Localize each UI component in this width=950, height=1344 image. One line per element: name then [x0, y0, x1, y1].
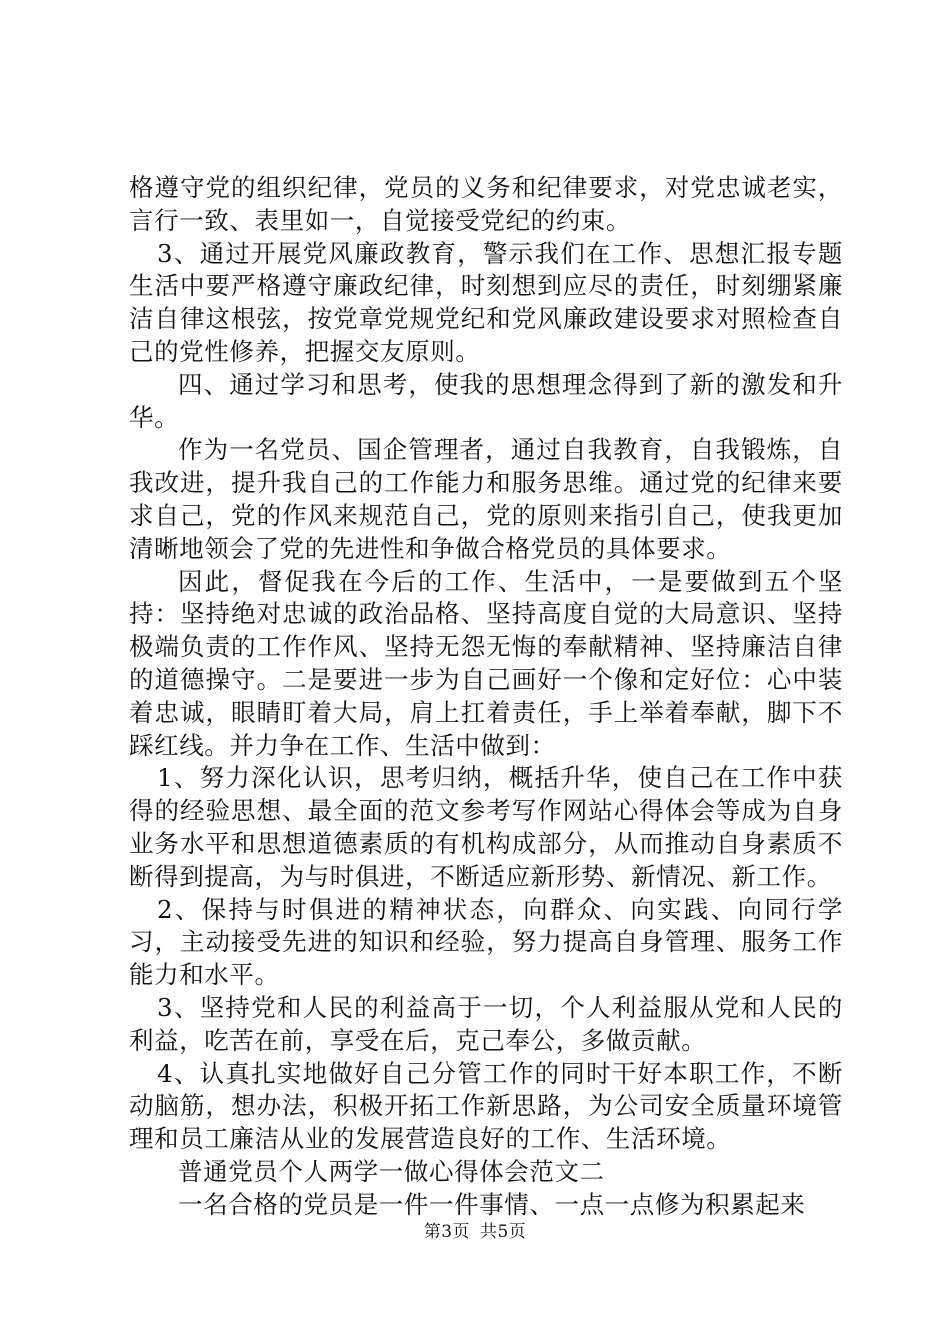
paragraph-continuation: 格遵守党的组织纪律，党员的义务和纪律要求，对党忠诚老实，言行一致、表里如一，自觉接受党纪的约束。	[129, 173, 843, 235]
page-number: 第3页	[423, 1222, 471, 1242]
paragraph-five-persistences: 因此，督促我在今后的工作、生活中，一是要做到五个坚持：坚持绝对忠诚的政治品格、坚持高度自觉的大局意识、坚持极端负责的工作作风、坚持无怨无悔的奉献精神、坚持廉洁自律的道德操守。二是要进一步为自己画好一个像和定好位：心中装着忠诚，眼睛盯着大局，肩上扛着责任，手上举着奉献，脚下不踩红线。并力争在工作、生活中做到：	[129, 566, 843, 760]
document-body	[129, 172, 843, 1222]
paragraph-item-4: 4、认真扎实地做好自己分管工作的同时干好本职工作，不断动脑筋，想办法，积极开拓工作新思路，为公司安全质量环境管理和员工廉洁从业的发展营造良好的工作、生活环境。	[129, 1058, 843, 1154]
paragraph-article-two-opening: 一名合格的党员是一件一件事情、一点一点修为积累起来	[178, 1189, 806, 1219]
article-two-title: 普通党员个人两学一做心得体会范文二	[178, 1156, 605, 1186]
page-total: 共5页	[479, 1222, 527, 1242]
paragraph-item-2: 2、保持与时俱进的精神状态，向群众、向实践、向同行学习，主动接受先进的知识和经验，努力提高自身管理、服务工作能力和水平。	[129, 894, 843, 990]
paragraph-item-3: 3、坚持党和人民的利益高于一切，个人利益服从党和人民的利益，吃苦在前，享受在后，克己奉公，多做贡献。	[129, 992, 843, 1055]
paragraph-item-1: 1、努力深化认识，思考归纳，概括升华，使自己在工作中获得的经验思想、最全面的范文参考写作网站心得体会等成为自身业务水平和思想道德素质的有机构成部分，从而推动自身素质不断得到提高，为与时俱进，不断适应新形势、新情况、新工作。	[129, 763, 843, 891]
paragraph-point-3-discipline: 3、通过开展党风廉政教育，警示我们在工作、思想汇报专题生活中要严格遵守廉政纪律，时刻想到应尽的责任，时刻绷紧廉洁自律这根弦，按党章党规党纪和党风廉政建设要求对照检查自己的党性修养，把握交友原则。	[129, 238, 843, 366]
page-footer	[0, 1217, 950, 1242]
paragraph-manager-role: 作为一名党员、国企管理者，通过自我教育，自我锻炼，自我改进，提升我自己的工作能力和服务思维。通过党的纪律来要求自己，党的作风来规范自己，党的原则来指引自己，使我更加清晰地领会了党的先进性和争做合格党员的具体要求。	[129, 435, 843, 563]
section-heading-four: 四、通过学习和思考，使我的思想理念得到了新的激发和升华。	[129, 369, 843, 432]
